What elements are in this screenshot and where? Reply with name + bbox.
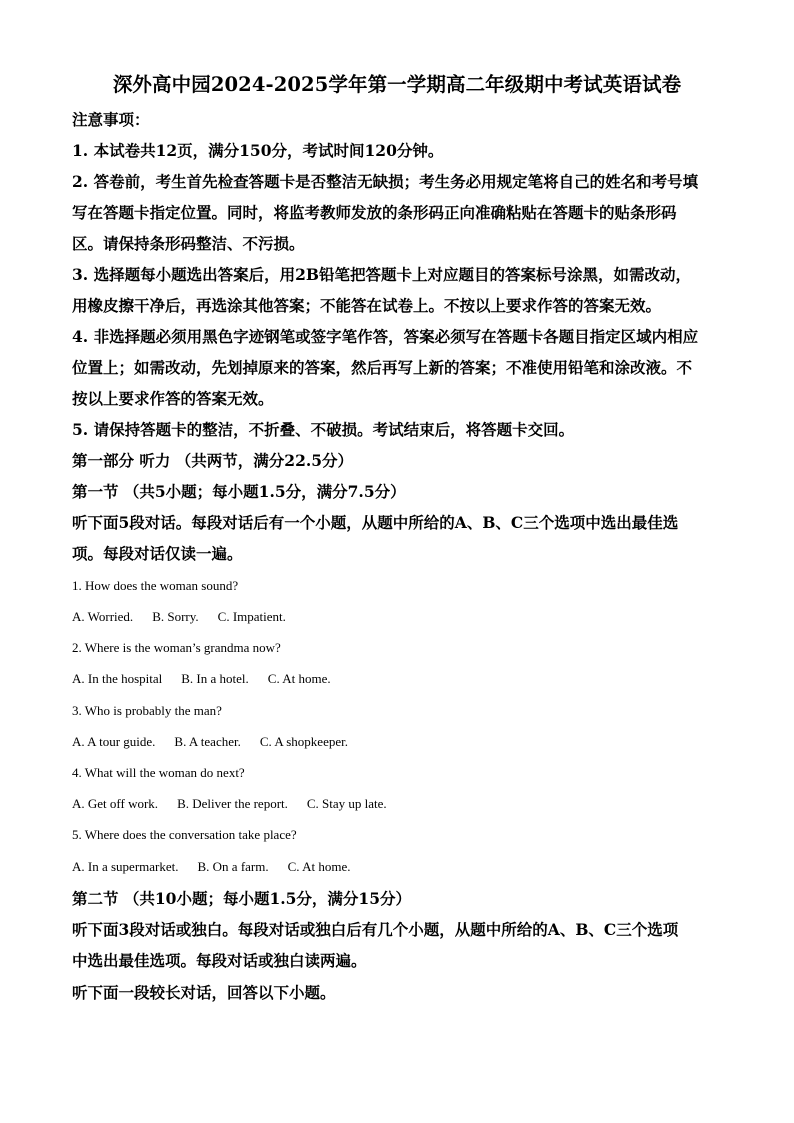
question-options	[72, 859, 369, 875]
question-options	[72, 671, 350, 687]
notice-line-1: 1. 本试卷共12页，满分150分，考试时间120分钟。	[72, 141, 444, 160]
notice-line-4: 区。请保持条形码整洁、不污损。	[72, 234, 305, 253]
option-c: C. At home.	[287, 859, 351, 874]
option-b: B. Deliver the report.	[177, 796, 288, 811]
option-c: C. A shopkeeper.	[259, 734, 348, 749]
option-c: C. At home.	[267, 671, 331, 686]
option-a: A. Get off work.	[72, 796, 159, 811]
section2-instruction-1: 听下面3段对话或独白。每段对话或独白后有几个小题，从题中所给的A、B、C三个选项	[72, 920, 679, 939]
exam-title: 深外高中园2024-2025学年第一学期高二年级期中考试英语试卷	[112, 73, 682, 96]
notice-line-7: 4. 非选择题必须用黑色字迹钢笔或签字笔作答，答案必须写在答题卡各题目指定区域内相应	[72, 327, 699, 346]
notice-line-10: 5. 请保持答题卡的整洁，不折叠、不破损。考试结束后，将答题卡交回。	[72, 420, 575, 439]
notice-line-8: 位置上；如需改动，先划掉原来的答案，然后再写上新的答案；不准使用铅笔和涂改液。不	[72, 358, 693, 377]
section2-heading: 第二节 （共10小题；每小题1.5分，满分15分）	[72, 889, 412, 908]
option-b: B. On a farm.	[197, 859, 269, 874]
option-a: A. In a supermarket.	[72, 859, 179, 874]
notice-line-9: 按以上要求作答的答案无效。	[72, 389, 274, 408]
option-a: A. A tour guide.	[72, 734, 156, 749]
option-c: C. Impatient.	[217, 609, 286, 624]
notice-line-6: 用橡皮擦干净后，再选涂其他答案；不能答在试卷上。不按以上要求作答的答案无效。	[72, 296, 662, 315]
question-options	[72, 796, 406, 812]
question-stem: 2. Where is the woman’s grandma now?	[72, 640, 281, 655]
option-b: B. Sorry.	[152, 609, 199, 624]
option-b: B. A teacher.	[174, 734, 241, 749]
option-b: B. In a hotel.	[181, 671, 249, 686]
section1-instruction-1: 听下面5段对话。每段对话后有一个小题，从题中所给的A、B、C三个选项中选出最佳选	[72, 513, 679, 532]
section1-instruction-2: 项。每段对话仅读一遍。	[72, 544, 243, 563]
question-stem: 5. Where does the conversation take place?	[72, 827, 297, 842]
option-c: C. Stay up late.	[306, 796, 387, 811]
notice-line-3: 写在答题卡指定位置。同时，将监考教师发放的条形码正向准确粘贴在答题卡的贴条形码	[72, 203, 677, 222]
notice-line-2: 2. 答卷前，考生首先检查答题卡是否整洁无缺损；考生务必用规定笔将自己的姓名和考号填	[72, 172, 699, 191]
question-stem: 4. What will the woman do next?	[72, 765, 245, 780]
section2-sub-instruction: 听下面一段较长对话，回答以下小题。	[72, 983, 336, 1002]
question-options	[72, 734, 367, 750]
section2-instruction-2: 中选出最佳选项。每段对话或独白读两遍。	[72, 951, 367, 970]
question-options	[72, 609, 305, 625]
option-a: A. Worried.	[72, 609, 134, 624]
part1-heading: 第一部分 听力 （共两节，满分22.5分）	[72, 451, 354, 470]
notice-line-5: 3. 选择题每小题选出答案后，用2B铅笔把答题卡上对应题目的答案标号涂黑，如需改动，	[72, 265, 691, 284]
question-stem: 3. Who is probably the man?	[72, 703, 222, 718]
question-stem: 1. How does the woman sound?	[72, 578, 239, 593]
notice-heading: 注意事项：	[72, 110, 150, 129]
section1-heading: 第一节 （共5小题；每小题1.5分，满分7.5分）	[72, 482, 406, 501]
option-a: A. In the hospital	[72, 671, 163, 686]
